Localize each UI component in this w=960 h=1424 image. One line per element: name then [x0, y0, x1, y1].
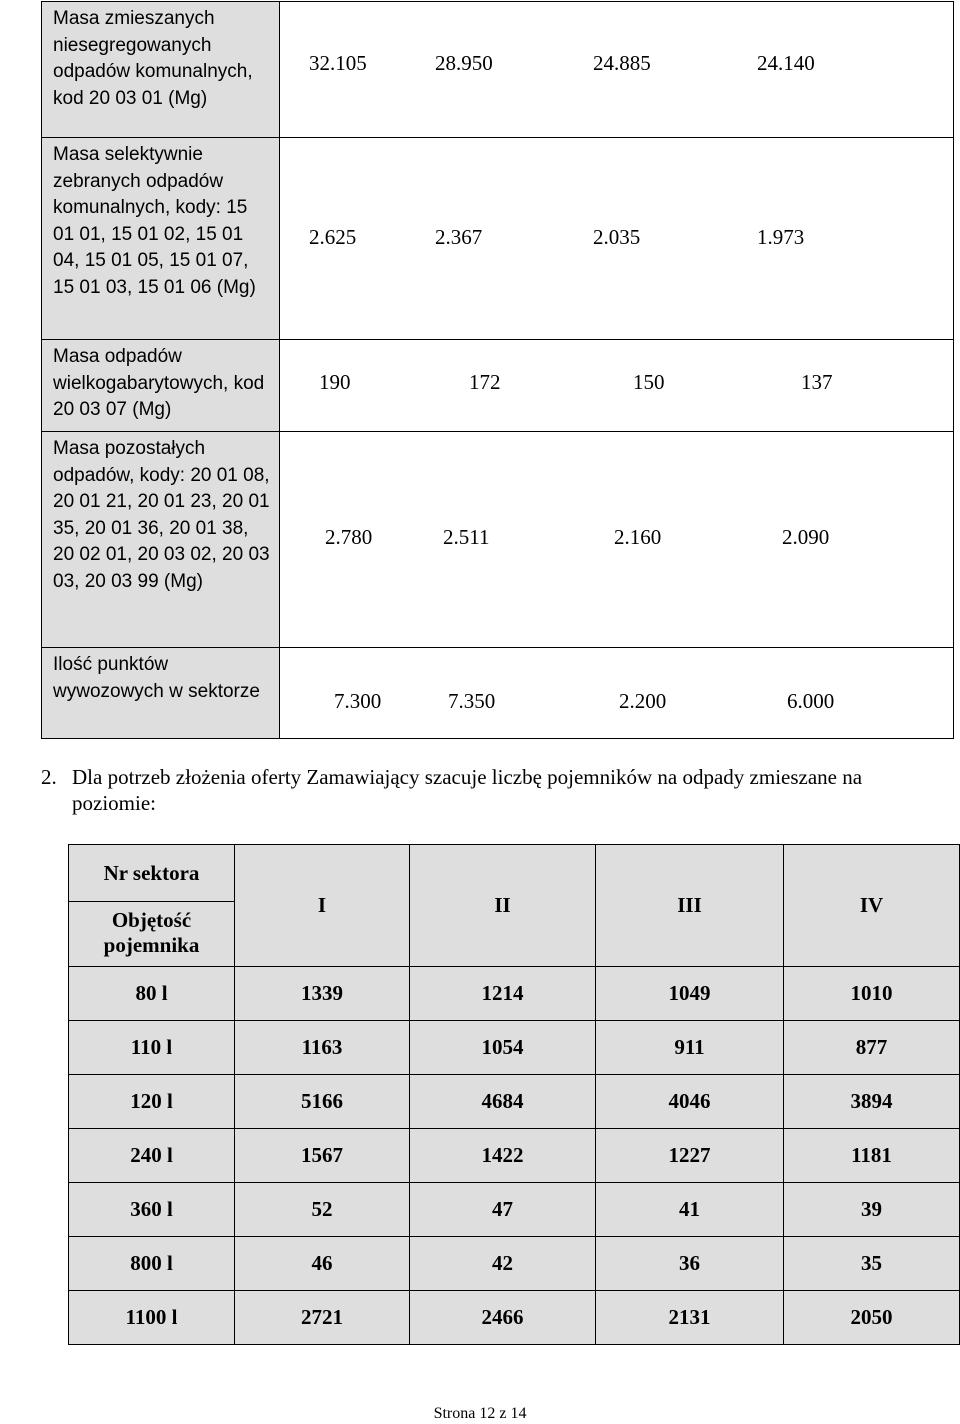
table-row [42, 2, 954, 138]
value-sector-1: 32.105 [309, 51, 367, 75]
count-cell: 41 [596, 1183, 784, 1237]
count-cell: 4046 [596, 1075, 784, 1129]
count-cell: 3894 [784, 1075, 960, 1129]
count-cell: 2131 [596, 1291, 784, 1345]
volume-cell: 80 l [69, 967, 235, 1021]
row-label: Masa selektywnie zebranych odpadów komunalnych, kody: 15 01 01, 15 01 02, 15 01 04, 15 01 05, 15 01 07, 15 01 03, 15 01 06 (Mg) [42, 138, 280, 340]
count-cell: 1214 [410, 967, 596, 1021]
table-row [69, 1291, 960, 1345]
table-row [42, 138, 954, 340]
page-number: Strona 12 z 14 [433, 1405, 527, 1422]
value-sector-1: 190 [319, 370, 351, 394]
count-cell: 877 [784, 1021, 960, 1075]
count-cell: 1227 [596, 1129, 784, 1183]
table-row [69, 1075, 960, 1129]
paragraph-number: 2. [41, 765, 57, 789]
count-cell: 911 [596, 1021, 784, 1075]
table-row [69, 1183, 960, 1237]
value-sector-4: 24.140 [757, 51, 815, 75]
row-values [280, 648, 954, 739]
count-cell: 5166 [235, 1075, 410, 1129]
sector-header: Nr sektora [103, 861, 200, 885]
header-divider [69, 901, 234, 902]
row-label: Masa pozostałych odpadów, kody: 20 01 08, 20 01 21, 20 01 23, 20 01 35, 20 01 36, 20 01 38, 20 02 01, 20 03 02, 20 03 03, 20 03 99 (Mg) [42, 432, 280, 648]
value-sector-4: 2.090 [782, 524, 830, 549]
volume-cell: 360 l [69, 1183, 235, 1237]
value-sector-2: 7.350 [448, 688, 496, 713]
count-cell: 2050 [784, 1291, 960, 1345]
estimate-paragraph [41, 764, 941, 816]
bin-count-table [68, 844, 960, 1345]
value-sector-4: 6.000 [787, 688, 835, 713]
waste-mass-table [41, 1, 954, 739]
row-values [280, 340, 954, 432]
table-row [42, 340, 954, 432]
value-sector-2: 172 [469, 370, 501, 394]
row-values [280, 138, 954, 340]
volume-cell: 800 l [69, 1237, 235, 1291]
count-cell: 1054 [410, 1021, 596, 1075]
value-sector-4: 1.973 [757, 224, 805, 249]
value-sector-2: 2.367 [435, 224, 483, 249]
count-cell: 42 [410, 1237, 596, 1291]
value-sector-3: 2.200 [619, 688, 667, 713]
sector-header-cell: III [596, 845, 784, 967]
table-row [42, 432, 954, 648]
count-cell: 1049 [596, 967, 784, 1021]
count-cell: 36 [596, 1237, 784, 1291]
count-cell: 46 [235, 1237, 410, 1291]
volume-cell: 1100 l [69, 1291, 235, 1345]
count-cell: 1010 [784, 967, 960, 1021]
paragraph-text: Dla potrzeb złożenia oferty Zamawiający szacuje liczbę pojemników na odpady zmieszane na poziomie: [72, 765, 863, 815]
count-cell: 52 [235, 1183, 410, 1237]
value-sector-1: 7.300 [334, 688, 382, 713]
page-footer [0, 1405, 960, 1423]
volume-cell: 110 l [69, 1021, 235, 1075]
value-sector-1: 2.625 [309, 224, 357, 249]
value-sector-4: 137 [801, 370, 833, 394]
count-cell: 35 [784, 1237, 960, 1291]
count-cell: 1422 [410, 1129, 596, 1183]
value-sector-3: 24.885 [593, 51, 651, 75]
row-label: Ilość punktów wywozowych w sektorze [42, 648, 280, 739]
value-sector-2: 28.950 [435, 51, 493, 75]
volume-cell: 240 l [69, 1129, 235, 1183]
row-values [280, 432, 954, 648]
table-row [69, 1237, 960, 1291]
value-sector-3: 2.160 [614, 524, 662, 549]
count-cell: 2466 [410, 1291, 596, 1345]
count-cell: 39 [784, 1183, 960, 1237]
table-row [42, 648, 954, 739]
count-cell: 47 [410, 1183, 596, 1237]
table-row [69, 967, 960, 1021]
header-row [69, 845, 960, 967]
count-cell: 1339 [235, 967, 410, 1021]
count-cell: 1567 [235, 1129, 410, 1183]
sector-header-cell: II [410, 845, 596, 967]
table-row [69, 1021, 960, 1075]
volume-header: Objętość pojemnika [103, 908, 200, 957]
value-sector-1: 2.780 [325, 524, 373, 549]
sector-header-cell: IV [784, 845, 960, 967]
row-label: Masa odpadów wielkogabarytowych, kod 20 03 07 (Mg) [42, 340, 280, 432]
corner-header-cell [69, 845, 235, 967]
count-cell: 1163 [235, 1021, 410, 1075]
value-sector-3: 2.035 [593, 224, 641, 249]
count-cell: 2721 [235, 1291, 410, 1345]
count-cell: 4684 [410, 1075, 596, 1129]
table-row [69, 1129, 960, 1183]
value-sector-2: 2.511 [443, 524, 490, 549]
volume-cell: 120 l [69, 1075, 235, 1129]
sector-header-cell: I [235, 845, 410, 967]
row-values [280, 2, 954, 138]
row-label: Masa zmieszanych niesegregowanych odpadów komunalnych, kod 20 03 01 (Mg) [42, 2, 280, 138]
value-sector-3: 150 [633, 370, 665, 394]
count-cell: 1181 [784, 1129, 960, 1183]
